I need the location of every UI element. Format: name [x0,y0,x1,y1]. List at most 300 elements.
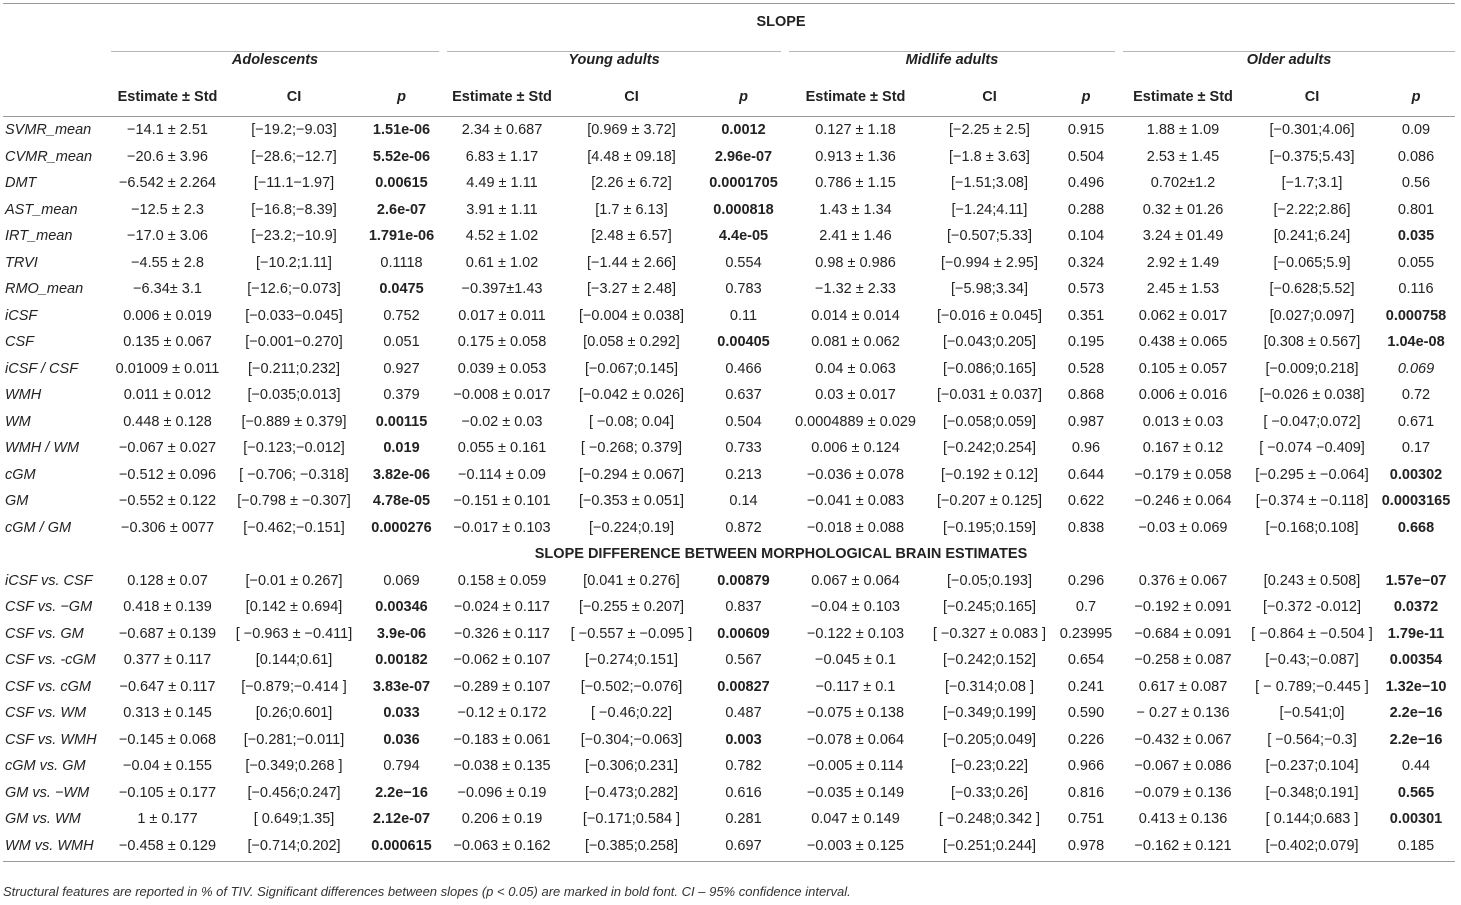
p-value-cell: 0.573 [1067,281,1105,298]
ci-cell: [−0.035;0.013] [247,387,341,404]
estimate-cell: 0.61 ± 1.02 [465,254,539,271]
estimate-cell: 0.313 ± 0.145 [123,705,212,722]
ci-cell: [−0.456;0.247] [247,784,341,801]
p-value-cell: 0.086 [1397,148,1435,165]
p-value-cell: 0.0012 [721,122,766,139]
table-row [3,674,1455,701]
column-header: p [739,89,748,105]
ci-cell: [0.041 ± 0.276] [583,572,680,589]
table-row [3,382,1455,409]
p-value-cell: 0.055 [1397,254,1435,271]
p-value-cell: 0.069 [383,572,420,589]
ci-cell: [−0.353 ± 0.051] [578,493,685,510]
estimate-cell: 1 ± 0.177 [137,811,198,828]
ci-cell: [−0.473;0.282] [584,784,679,801]
ci-cell: [0.142 ± 0.694] [245,599,343,616]
ci-cell: [−0.541;0] [1279,705,1345,722]
estimate-cell: 0.158 ± 0.059 [457,572,547,589]
estimate-cell: −0.246 ± 0.064 [1134,493,1232,510]
estimate-cell: −0.145 ± 0.068 [118,731,217,748]
p-value-cell: 2.2e−16 [375,784,428,801]
p-value-cell: 0.1118 [380,254,423,271]
p-value-cell: 0.11 [729,307,758,324]
p-value-cell: 1.32e−10 [1385,678,1447,695]
ci-cell: [ −0.047;0.072] [1263,413,1361,430]
estimate-cell: 0.127 ± 1.18 [815,122,896,139]
table-row [3,462,1455,489]
estimate-cell: 4.49 ± 1.11 [466,175,538,192]
p-value-cell: 0.794 [383,758,420,775]
p-value-cell: 0.379 [383,387,420,404]
estimate-cell: 0.0004889 ± 0.029 [795,413,916,430]
ci-cell: [−0.192 ± 0.12] [940,466,1039,483]
ci-cell: [−0.349;0.268 ] [245,758,343,775]
estimate-cell: 0.006 ± 0.016 [1138,387,1228,404]
estimate-cell: 0.03 ± 0.017 [815,387,896,404]
ci-cell: [−0.385;0.258] [584,837,679,854]
table-row [3,753,1455,780]
p-value-cell: 0.00182 [375,652,428,669]
p-value-cell: 0.837 [725,599,762,616]
row-label: GM vs. −WM [5,784,90,801]
estimate-cell: −0.289 ± 0.107 [453,678,551,695]
estimate-cell: −0.326 ± 0.117 [454,625,550,642]
p-value-cell: 0.567 [725,652,762,669]
row-label: iCSF [5,307,38,324]
p-value-cell: 0.351 [1067,307,1105,324]
estimate-cell: 0.413 ± 0.136 [1138,811,1228,828]
p-value-cell: 0.0001705 [709,175,778,192]
row-label: CSF vs. GM [5,625,84,642]
ci-cell: [ 0.144;0.683 ] [1265,811,1359,828]
ci-cell: [ −0.564;−0.3] [1267,731,1357,748]
p-value-cell: 1.791e-06 [368,228,435,245]
estimate-cell: −0.179 ± 0.058 [1134,466,1232,483]
estimate-cell: −14.1 ± 2.51 [127,122,208,139]
estimate-cell: −0.062 ± 0.107 [453,652,551,669]
p-value-cell: 0.504 [1067,148,1105,165]
ci-cell: [−0.348;0.191] [1265,784,1359,801]
p-value-cell: 0.782 [725,758,762,775]
estimate-cell: 0.206 ± 0.19 [461,811,543,828]
ci-cell: [ −0.706; −0.318] [239,466,349,483]
ci-cell: [0.969 ± 3.72] [587,122,676,139]
p-value-cell: 2.6e-07 [376,201,427,218]
estimate-cell: 0.062 ± 0.017 [1138,307,1228,324]
ci-cell: [2.48 ± 6.57] [591,228,672,245]
row-label: RMO_mean [5,281,84,298]
p-value-cell: 0.565 [1397,784,1435,801]
p-value-cell: 0.035 [1397,228,1435,245]
estimate-cell: −0.183 ± 0.061 [453,731,551,748]
p-value-cell: 0.872 [725,519,762,536]
ci-cell: [ 0.649;1.35] [253,811,335,828]
row-label: CSF vs. WMH [5,731,97,748]
p-value-cell: 0.288 [1067,201,1105,218]
row-label: CSF vs. WM [5,705,87,722]
column-header: Estimate ± Std [452,89,552,105]
column-header: CI [1304,89,1320,105]
row-label: DMT [5,175,37,192]
estimate-cell: −0.045 ± 0.1 [815,652,896,669]
ci-cell: [−0.314;0.08 ] [944,678,1035,695]
p-value-cell: 0.296 [1067,572,1105,589]
ci-cell: [−0.994 ± 2.95] [940,254,1039,271]
row-label: AST_mean [5,201,78,218]
ci-cell: [0.26;0.601] [255,705,333,722]
ci-cell: [0.027;0.097] [1269,307,1355,324]
p-value-cell: 0.7 [1075,599,1097,616]
column-header: CI [982,89,997,105]
ci-cell: [−0.294 ± 0.067] [578,466,685,483]
estimate-cell: −0.105 ± 0.177 [118,784,217,801]
estimate-cell: 0.067 ± 0.064 [811,572,900,589]
ci-cell: [−0.798 ± −0.307] [237,493,351,510]
p-value-cell: 0.668 [1397,519,1435,536]
estimate-cell: −0.04 ± 0.103 [811,599,900,616]
table-row [3,250,1455,277]
ci-cell: [−1.8 ± 3.63] [949,148,1030,165]
ci-cell: [−0.01 ± 0.267] [245,572,343,589]
estimate-cell: −4.55 ± 2.8 [131,254,204,271]
p-value-cell: 0.752 [383,307,420,324]
p-value-cell: 0.09 [1401,122,1431,139]
estimate-cell: 0.98 ± 0.986 [815,254,896,271]
ci-cell: [−0.281;−0.011] [243,731,345,748]
group-header-young-adults: Young adults [568,51,660,68]
p-value-cell: 0.00405 [717,334,770,351]
p-value-cell: 0.019 [383,440,420,457]
ci-cell: [−0.237;0.104] [1265,758,1359,775]
p-value-cell: 0.0372 [1393,599,1439,616]
estimate-cell: 0.913 ± 1.36 [815,148,896,165]
ci-cell: [4.48 ± 09.18] [587,148,676,165]
p-value-cell: 0.671 [1397,413,1435,430]
ci-cell: [ −0.248;0.342 ] [938,811,1041,828]
ci-cell: [−0.171;0.584 ] [582,811,681,828]
estimate-cell: 0.006 ± 0.124 [811,440,900,457]
p-value-cell: 1.57e−07 [1385,572,1447,589]
ci-cell: [−0.065;5.9] [1273,254,1351,271]
estimate-cell: −0.02 ± 0.03 [461,413,543,430]
p-value-cell: 0.697 [725,837,762,854]
estimate-cell: 0.011 ± 0.012 [123,387,212,404]
row-label: CSF vs. −GM [5,599,93,616]
row-label: SVMR_mean [5,122,92,139]
estimate-cell: 0.006 ± 0.019 [123,307,212,324]
p-value-cell: 0.324 [1067,254,1105,271]
table-row [3,621,1455,648]
column-header: CI [286,89,302,105]
ci-cell: [−0.05;0.193] [946,572,1033,589]
estimate-cell: 2.53 ± 1.45 [1146,148,1220,165]
estimate-cell: 4.52 ± 1.02 [465,228,539,245]
p-value-cell: 0.104 [1067,228,1105,245]
estimate-cell: −0.041 ± 0.083 [806,493,905,510]
table-row [3,144,1455,171]
p-value-cell: 0.466 [725,360,762,377]
ci-cell: [−1.7;3.1] [1281,175,1343,192]
ci-cell: [−11.1−1.97] [253,175,335,192]
table-row [3,409,1455,436]
p-value-cell: 2.2e−16 [1389,731,1443,748]
table-row [3,833,1455,860]
ci-cell: [−0.242;0.254] [942,440,1037,457]
estimate-cell: 0.377 ± 0.117 [123,652,212,669]
ci-cell: [ −0.963 ± −0.411] [235,625,353,642]
table-row [3,329,1455,356]
row-label: GM [5,493,29,510]
estimate-cell: −0.687 ± 0.139 [118,625,217,642]
p-value-cell: 0.590 [1067,705,1105,722]
p-value-cell: 0.637 [725,387,762,404]
ci-cell: [−0.042 ± 0.026] [578,387,685,404]
ci-cell: [−0.33;0.26] [951,784,1028,801]
estimate-cell: −0.117 ± 0.1 [815,678,896,695]
ci-cell: [−0.462;−0.151] [243,519,345,536]
p-value-cell: 0.051 [383,334,420,351]
estimate-cell: 0.135 ± 0.067 [123,334,212,351]
row-label: iCSF vs. CSF [5,572,93,589]
estimate-cell: 0.786 ± 1.15 [815,175,896,192]
row-label: iCSF / CSF [5,360,79,377]
row-label: CSF [5,334,34,351]
p-value-cell: 0.56 [1401,175,1431,192]
estimate-cell: 2.41 ± 1.46 [819,228,892,245]
estimate-cell: 0.438 ± 0.065 [1138,334,1228,351]
p-value-cell: 0.23995 [1059,625,1113,642]
ci-cell: [−0.168;0.108] [1265,519,1359,536]
estimate-cell: −0.397±1.43 [461,281,543,298]
ci-cell: [−0.031 ± 0.037] [936,387,1043,404]
table-container [3,3,1455,862]
estimate-cell: −0.258 ± 0.087 [1134,652,1232,669]
ci-cell: [0.241;6.24] [1273,228,1351,245]
table-row [3,700,1455,727]
estimate-cell: −17.0 ± 3.06 [127,228,208,245]
estimate-cell: −0.008 ± 0.017 [453,387,551,404]
estimate-cell: −12.5 ± 2.3 [131,201,204,218]
estimate-cell: 0.047 ± 0.149 [811,811,900,828]
p-value-cell: 0.00115 [375,413,428,430]
ci-cell: [−0.251;0.244] [942,837,1037,854]
ci-cell: [−23.2;−10.9] [251,228,337,245]
estimate-cell: −0.018 ± 0.088 [806,519,905,536]
ci-cell: [−0.058;0.059] [942,413,1037,430]
p-value-cell: 0.868 [1067,387,1105,404]
table-row [3,488,1455,515]
table-row [3,647,1455,674]
p-value-cell: 0.00615 [375,175,428,192]
estimate-cell: 0.01009 ± 0.011 [115,360,220,377]
p-value-cell: 0.554 [725,254,762,271]
ci-cell: [ −0.074 −0.409] [1259,440,1365,457]
p-value-cell: 2.12e-07 [372,811,431,828]
ci-cell: [−0.001−0.270] [245,334,343,351]
estimate-cell: −0.078 ± 0.064 [806,731,905,748]
row-label: WMH / WM [5,440,80,457]
p-value-cell: 1.79e-11 [1387,625,1445,642]
column-header: Estimate ± Std [805,89,906,105]
estimate-cell: −0.036 ± 0.078 [806,466,905,483]
ci-cell: [−0.255 ± 0.207] [578,599,685,616]
estimate-cell: 0.055 ± 0.161 [457,440,547,457]
slope-header: SLOPE [756,14,806,30]
estimate-cell: 0.04 ± 0.063 [815,360,896,377]
row-label: CSF vs. cGM [5,678,91,695]
estimate-cell: 0.017 ± 0.011 [458,307,546,324]
estimate-cell: −0.162 ± 0.121 [1134,837,1232,854]
p-value-cell: 3.9e-06 [376,625,427,642]
estimate-cell: 0.128 ± 0.07 [127,572,208,589]
table-row [3,276,1455,303]
estimate-cell: 0.013 ± 0.03 [1142,413,1224,430]
group-header-adolescents: Adolescents [231,51,319,68]
column-header: p [397,89,406,105]
estimate-cell: −0.03 ± 0.069 [1138,519,1228,536]
p-value-cell: 0.816 [1067,784,1105,801]
p-value-cell: 0.185 [1397,837,1435,854]
ci-cell: [−16.8;−8.39] [251,201,337,218]
corner-cell [3,4,107,41]
p-value-cell: 0.033 [383,705,420,722]
row-label: cGM vs. GM [5,758,86,775]
ci-cell: [−0.043;0.205] [942,334,1037,351]
estimate-cell: 3.91 ± 1.11 [466,201,538,218]
p-value-cell: 0.036 [383,731,420,748]
p-value-cell: 0.000276 [371,519,432,536]
estimate-cell: −0.192 ± 0.091 [1134,599,1232,616]
estimate-cell: 0.039 ± 0.053 [457,360,547,377]
table-row [3,223,1455,250]
ci-cell: [−2.22;2.86] [1273,201,1351,218]
ci-cell: [−0.207 ± 0.125] [936,493,1043,510]
p-value-cell: 0.487 [725,705,762,722]
p-value-cell: 0.000615 [371,837,432,854]
ci-cell: [−0.375;5.43] [1269,148,1355,165]
ci-cell: [−0.502;−0.076] [580,678,683,695]
estimate-cell: −0.035 ± 0.149 [806,784,905,801]
estimate-cell: −0.552 ± 0.122 [118,493,217,510]
estimate-cell: 1.88 ± 1.09 [1146,122,1220,139]
row-label: cGM / GM [5,519,72,536]
estimate-cell: −0.038 ± 0.135 [453,758,551,775]
estimate-cell: −6.34± 3.1 [133,281,202,298]
estimate-cell: −0.017 ± 0.103 [453,519,551,536]
estimate-cell: −0.063 ± 0.162 [453,837,551,854]
ci-cell: [−0.374 ± −0.118] [1255,493,1369,510]
row-label: WMH [5,387,42,404]
p-value-cell: 0.496 [1067,175,1105,192]
estimate-cell: −0.684 ± 0.091 [1134,625,1232,642]
footnote: Structural features are reported in % of TIV. Significant differences between slopes (p < 0.05) are marked in bold font. CI – 95% confidence interval. [3,884,851,899]
p-value-cell: 1.51e-06 [372,122,431,139]
p-value-cell: 0.783 [725,281,762,298]
table-row [3,303,1455,330]
table-row [3,356,1455,383]
estimate-cell: 3.24 ± 01.49 [1142,228,1224,245]
column-header: p [1411,89,1421,105]
ci-cell: [−0.205;0.049] [942,731,1037,748]
ci-cell: [−0.195;0.159] [942,519,1037,536]
ci-cell: [0.308 ± 0.567] [1263,334,1361,351]
table-row [3,117,1455,144]
p-value-cell: 0.801 [1397,201,1435,218]
row-label: CSF vs. -cGM [5,652,96,669]
estimate-cell: 2.45 ± 1.53 [1146,281,1220,298]
estimate-cell: −0.512 ± 0.096 [118,466,217,483]
ci-cell: [−19.2;−9.03] [251,122,337,139]
p-value-cell: 0.000758 [1385,307,1447,324]
p-value-cell: 0.281 [725,811,762,828]
column-header: CI [624,89,639,105]
ci-cell: [−0.402;0.079] [1265,837,1359,854]
slope-body [3,117,1455,542]
p-value-cell: 0.96 [1071,440,1101,457]
ci-cell: [−0.372 -0.012] [1263,599,1361,616]
p-value-cell: 2.2e−16 [1389,705,1443,722]
row-label: WM [5,413,31,430]
ci-cell: [2.26 ± 6.72] [591,175,672,192]
p-value-cell: 0.00302 [1389,466,1443,483]
estimate-cell: −20.6 ± 3.96 [127,148,208,165]
table-row [3,806,1455,833]
table-row [3,170,1455,197]
estimate-cell: −0.024 ± 0.117 [454,599,550,616]
p-value-cell: 5.52e-06 [372,148,431,165]
p-value-cell: 0.654 [1067,652,1105,669]
column-header: p [1081,89,1091,105]
table-row [3,515,1455,542]
ci-cell: [−0.067;0.145] [584,360,679,377]
section2-title: SLOPE DIFFERENCE BETWEEN MORPHOLOGICAL BRAIN ESTIMATES [534,546,1028,563]
p-value-cell: 0.644 [1067,466,1105,483]
ci-cell: [−0.507;5.33] [946,228,1033,245]
ci-cell: [−28.6;−12.7] [251,148,337,165]
estimate-cell: −0.079 ± 0.136 [1134,784,1232,801]
estimate-cell: −0.151 ± 0.101 [453,493,551,510]
ci-cell: [ −0.557 ± −0.095 ] [570,625,693,642]
ci-cell: [−0.301;4.06] [1269,122,1355,139]
p-value-cell: 0.838 [1067,519,1105,536]
p-value-cell: 1.04e-08 [1387,334,1445,351]
p-value-cell: 4.78e-05 [372,493,431,510]
p-value-cell: 3.82e-06 [372,466,431,483]
p-value-cell: 0.213 [725,466,762,483]
p-value-cell: 0.751 [1067,811,1105,828]
estimate-cell: 0.105 ± 0.057 [1138,360,1228,377]
ci-cell: [−0.242;0.152] [942,652,1037,669]
ci-cell: [−0.628;5.52] [1269,281,1355,298]
p-value-cell: 0.0475 [379,281,424,298]
estimate-cell: − 0.27 ± 0.136 [1136,705,1230,722]
ci-cell: [ −0.327 ± 0.083 ] [932,625,1047,642]
estimate-cell: 0.32 ± 01.26 [1142,201,1224,218]
ci-cell: [−10.2;1.11] [256,254,332,271]
ci-cell: [−0.123;−0.012] [243,440,345,457]
p-value-cell: 2.96e-07 [714,148,773,165]
p-value-cell: 0.616 [725,784,762,801]
p-value-cell: 0.00879 [717,572,770,589]
p-value-cell: 0.915 [1067,122,1105,139]
estimate-cell: 0.702±1.2 [1150,175,1216,192]
ci-cell: [−0.211;0.232] [247,360,341,377]
ci-cell: [−0.306;0.231] [584,758,679,775]
p-value-cell: 0.927 [383,360,420,377]
ci-cell: [−5.98;3.34] [951,281,1028,298]
slope-difference-body [3,568,1455,860]
estimate-cell: 0.081 ± 0.062 [811,334,900,351]
